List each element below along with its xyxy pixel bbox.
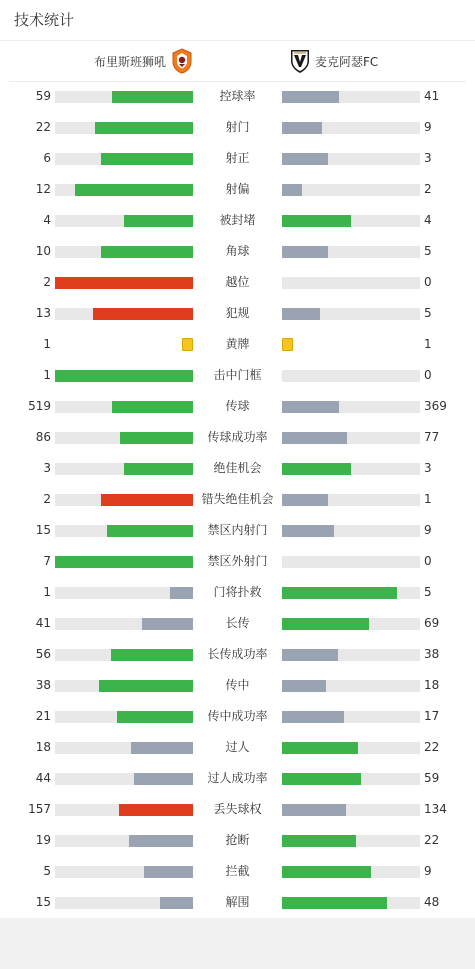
stat-label: 丢失球权 [213, 802, 262, 816]
away-bar-track [282, 122, 420, 134]
stat-label: 传球成功率 [207, 430, 268, 444]
away-bar-fill [282, 494, 328, 506]
stat-label: 错失绝佳机会 [201, 492, 274, 506]
away-stat-value: 3 [424, 151, 432, 165]
home-stat-value: 1 [43, 337, 51, 351]
stat-label: 越位 [225, 275, 250, 289]
stat-label: 被封堵 [219, 213, 256, 227]
stat-row [0, 391, 475, 422]
home-bar-fill [134, 773, 193, 785]
away-bar-fill [282, 866, 371, 878]
away-bar-track [282, 866, 420, 878]
home-bar-track [55, 773, 193, 785]
home-stat-value: 22 [35, 120, 51, 134]
stat-row [0, 143, 475, 174]
stat-label: 禁区外射门 [207, 554, 268, 568]
stat-label: 拦截 [225, 864, 250, 878]
stat-row [0, 112, 475, 143]
home-bar-fill [119, 804, 193, 816]
page-title: 技术统计 [0, 0, 475, 41]
away-bar-fill [282, 184, 302, 196]
away-bar-track [282, 711, 420, 723]
stat-label: 传中成功率 [207, 709, 268, 723]
home-stat-value: 44 [35, 771, 51, 785]
stat-label: 射门 [225, 120, 250, 134]
home-stat-value: 15 [35, 895, 51, 909]
home-stat-value: 10 [35, 244, 51, 258]
away-bar-fill [282, 649, 338, 661]
away-bar-track [282, 680, 420, 692]
home-bar-track [55, 184, 193, 196]
stat-label: 过人成功率 [207, 771, 268, 785]
away-bar-track [282, 649, 420, 661]
stat-row [0, 267, 475, 298]
away-stat-value: 22 [424, 740, 440, 754]
away-stat-value: 5 [424, 585, 432, 599]
stat-row [0, 701, 475, 732]
home-bar-fill [124, 215, 193, 227]
away-bar-fill [282, 587, 397, 599]
stat-row [0, 81, 475, 112]
away-stat-value: 9 [424, 120, 432, 134]
home-bar-track [55, 680, 193, 692]
stat-label: 抢断 [225, 833, 250, 847]
home-stat-value: 21 [35, 709, 51, 723]
home-bar-track [55, 556, 193, 568]
stat-row [0, 639, 475, 670]
home-bar-fill [124, 463, 193, 475]
home-bar-fill [111, 649, 193, 661]
stat-row [0, 236, 475, 267]
home-stat-value: 18 [35, 740, 51, 754]
home-bar-fill [55, 370, 193, 382]
home-stat-value: 38 [35, 678, 51, 692]
home-bar-fill [99, 680, 193, 692]
home-bar-track [55, 897, 193, 909]
stat-row [0, 794, 475, 825]
home-bar-fill [101, 246, 193, 258]
away-bar-track [282, 91, 420, 103]
away-team-name[interactable]: 麦克阿瑟FC [315, 55, 379, 69]
stat-label: 射偏 [225, 182, 250, 196]
away-bar-fill [282, 618, 369, 630]
home-bar-fill [101, 494, 193, 506]
away-bar-fill [282, 525, 334, 537]
stat-label: 长传 [225, 616, 250, 630]
stats-list [0, 81, 475, 918]
away-team-logo-icon[interactable] [289, 48, 311, 74]
away-bar-fill [282, 246, 328, 258]
stat-label: 门将扑救 [213, 585, 262, 599]
home-bar-fill [55, 277, 193, 289]
home-stat-value: 1 [43, 585, 51, 599]
stat-row [0, 484, 475, 515]
home-bar-fill [75, 184, 193, 196]
stat-row [0, 360, 475, 391]
home-bar-fill [95, 122, 193, 134]
home-bar-track [55, 91, 193, 103]
stat-row [0, 205, 475, 236]
away-bar-track [282, 277, 420, 289]
home-stat-value: 86 [35, 430, 51, 444]
away-stat-value: 1 [424, 492, 432, 506]
away-stat-value: 17 [424, 709, 440, 723]
stat-row [0, 732, 475, 763]
away-bar-track [282, 742, 420, 754]
home-stat-value: 41 [35, 616, 51, 630]
home-bar-fill [112, 91, 193, 103]
away-stat-value: 5 [424, 244, 432, 258]
home-bar-track [55, 308, 193, 320]
home-bar-fill [131, 742, 193, 754]
away-bar-track [282, 401, 420, 413]
home-stat-value: 3 [43, 461, 51, 475]
home-stat-value: 2 [43, 275, 51, 289]
home-stat-value: 56 [35, 647, 51, 661]
away-bar-track [282, 370, 420, 382]
home-bar-track [55, 866, 193, 878]
away-stat-value: 4 [424, 213, 432, 227]
away-bar-fill [282, 773, 361, 785]
away-stat-value: 9 [424, 864, 432, 878]
away-bar-track [282, 804, 420, 816]
home-bar-track [55, 370, 193, 382]
stat-row [0, 329, 475, 360]
home-bar-fill [120, 432, 193, 444]
stat-label: 控球率 [219, 89, 256, 103]
away-bar-fill [282, 804, 346, 816]
away-stat-value: 3 [424, 461, 432, 475]
home-bar-fill [55, 556, 193, 568]
away-yellow-card-icon [282, 338, 293, 351]
home-bar-track [55, 525, 193, 537]
stat-label: 黄牌 [225, 337, 250, 351]
home-bar-fill [142, 618, 193, 630]
stat-row [0, 546, 475, 577]
away-bar-fill [282, 401, 339, 413]
stat-row [0, 453, 475, 484]
home-bar-track [55, 277, 193, 289]
away-stat-value: 22 [424, 833, 440, 847]
away-stat-value: 369 [424, 399, 447, 413]
stat-label: 长传成功率 [207, 647, 268, 661]
home-bar-fill [170, 587, 193, 599]
stat-row [0, 422, 475, 453]
home-stat-value: 2 [43, 492, 51, 506]
away-stat-value: 9 [424, 523, 432, 537]
stat-row [0, 856, 475, 887]
away-stat-value: 2 [424, 182, 432, 196]
home-stat-value: 12 [35, 182, 51, 196]
home-stat-value: 4 [43, 213, 51, 227]
home-stat-value: 157 [28, 802, 51, 816]
stat-row [0, 825, 475, 856]
away-stat-value: 0 [424, 368, 432, 382]
stat-row [0, 763, 475, 794]
away-bar-fill [282, 680, 326, 692]
stat-label: 禁区内射门 [207, 523, 268, 537]
away-stat-value: 48 [424, 895, 440, 909]
stat-label: 角球 [225, 244, 250, 258]
home-bar-track [55, 804, 193, 816]
home-stat-value: 519 [28, 399, 51, 413]
away-stat-value: 134 [424, 802, 447, 816]
home-bar-track [55, 587, 193, 599]
home-bar-track [55, 246, 193, 258]
stat-row [0, 608, 475, 639]
away-bar-fill [282, 122, 322, 134]
away-bar-fill [282, 432, 347, 444]
home-bar-fill [117, 711, 193, 723]
away-bar-track [282, 463, 420, 475]
away-bar-track [282, 215, 420, 227]
home-bar-track [55, 618, 193, 630]
away-bar-track [282, 773, 420, 785]
home-bar-track [55, 122, 193, 134]
home-bar-track [55, 711, 193, 723]
home-stat-value: 5 [43, 864, 51, 878]
home-bar-fill [160, 897, 193, 909]
stat-label: 解围 [225, 895, 250, 909]
home-stat-value: 13 [35, 306, 51, 320]
away-bar-fill [282, 742, 358, 754]
away-bar-fill [282, 897, 387, 909]
stat-label: 射正 [225, 151, 250, 165]
away-stat-value: 59 [424, 771, 440, 785]
home-stat-value: 7 [43, 554, 51, 568]
away-bar-fill [282, 711, 344, 723]
away-bar-track [282, 618, 420, 630]
home-bar-fill [112, 401, 193, 413]
stat-label: 绝佳机会 [213, 461, 262, 475]
stat-row [0, 670, 475, 701]
away-bar-track [282, 897, 420, 909]
stat-row [0, 887, 475, 918]
away-bar-track [282, 525, 420, 537]
home-bar-track [55, 215, 193, 227]
home-bar-track [55, 432, 193, 444]
home-stat-value: 59 [35, 89, 51, 103]
away-bar-track [282, 153, 420, 165]
away-stat-value: 0 [424, 554, 432, 568]
home-bar-track [55, 401, 193, 413]
home-stat-value: 15 [35, 523, 51, 537]
stat-label: 击中门框 [213, 368, 262, 382]
home-bar-track [55, 494, 193, 506]
away-bar-track [282, 308, 420, 320]
stat-label: 犯规 [225, 306, 250, 320]
stat-label: 传球 [225, 399, 250, 413]
away-stat-value: 41 [424, 89, 440, 103]
home-bar-fill [107, 525, 193, 537]
stat-row [0, 577, 475, 608]
home-stat-value: 19 [35, 833, 51, 847]
away-bar-track [282, 246, 420, 258]
stat-row [0, 515, 475, 546]
stat-label: 过人 [225, 740, 250, 754]
stat-row [0, 298, 475, 329]
away-bar-fill [282, 463, 351, 475]
stat-label: 传中 [225, 678, 250, 692]
away-stat-value: 38 [424, 647, 440, 661]
home-bar-track [55, 463, 193, 475]
home-bar-fill [129, 835, 193, 847]
home-bar-fill [144, 866, 193, 878]
stat-row [0, 174, 475, 205]
away-bar-track [282, 494, 420, 506]
home-bar-track [55, 153, 193, 165]
home-team-name[interactable]: 布里斯班狮吼 [93, 55, 166, 69]
home-stat-value: 6 [43, 151, 51, 165]
away-bar-fill [282, 153, 328, 165]
home-bar-track [55, 649, 193, 661]
away-stat-value: 0 [424, 275, 432, 289]
away-bar-track [282, 587, 420, 599]
home-yellow-card-icon [182, 338, 193, 351]
home-team-logo-icon[interactable] [171, 48, 193, 74]
away-stat-value: 5 [424, 306, 432, 320]
away-bar-track [282, 835, 420, 847]
away-bar-track [282, 184, 420, 196]
away-bar-fill [282, 835, 356, 847]
away-bar-fill [282, 215, 351, 227]
away-stat-value: 69 [424, 616, 440, 630]
away-bar-fill [282, 91, 339, 103]
away-bar-track [282, 432, 420, 444]
home-stat-value: 1 [43, 368, 51, 382]
away-stat-value: 77 [424, 430, 440, 444]
away-bar-track [282, 556, 420, 568]
teams-header [9, 41, 466, 82]
home-bar-track [55, 835, 193, 847]
away-stat-value: 18 [424, 678, 440, 692]
home-bar-fill [93, 308, 193, 320]
home-bar-fill [101, 153, 193, 165]
home-bar-track [55, 742, 193, 754]
away-stat-value: 1 [424, 337, 432, 351]
away-bar-fill [282, 308, 320, 320]
